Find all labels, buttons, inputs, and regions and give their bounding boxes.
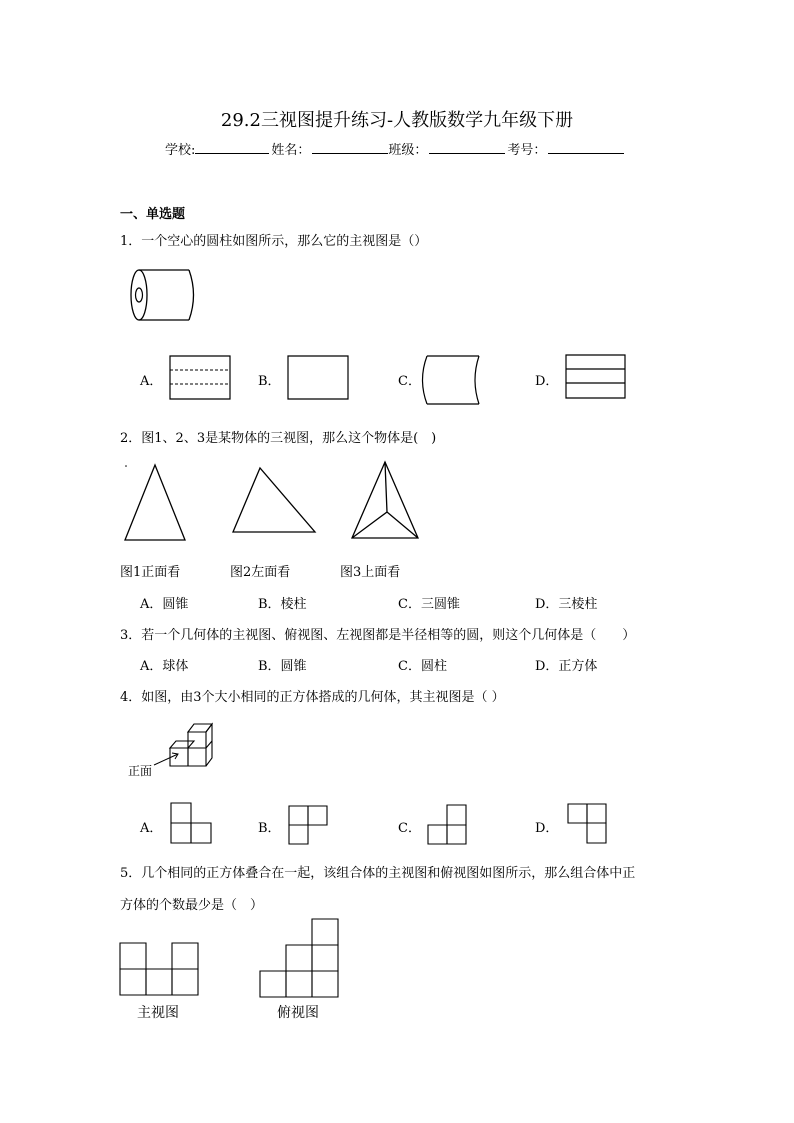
page-title: 29.2三视图提升练习-人教版数学九年级下册	[220, 110, 574, 131]
school-blank[interactable]	[195, 141, 269, 154]
school-label: 学校:	[165, 143, 196, 158]
name-blank[interactable]	[312, 141, 388, 154]
q4-option-b-figure[interactable]	[288, 805, 332, 847]
q1-option-a-label[interactable]: A．	[140, 374, 163, 389]
q1-hollow-cylinder-figure	[126, 268, 202, 324]
q1-option-c-label[interactable]: C．	[398, 374, 421, 389]
q2-option-a[interactable]: A．圆锥	[140, 597, 189, 612]
q2-caption-1: 图1正面看	[120, 565, 181, 580]
q5-front-view-caption: 主视图	[137, 1005, 179, 1021]
q2-figure-3-top-view	[350, 460, 420, 542]
q2-caption-2: 图2左面看	[230, 565, 291, 580]
q1-option-a-figure[interactable]	[169, 355, 231, 400]
q4-option-c-label[interactable]: C．	[398, 821, 421, 836]
exam-number-label: 考号：	[507, 143, 547, 158]
name-label: 姓名：	[271, 143, 311, 158]
q5-front-view-figure	[119, 942, 199, 996]
q2-figure-2-left-view	[230, 462, 320, 542]
q2-option-b[interactable]: B．棱柱	[258, 597, 307, 612]
section-heading: 一、单选题	[120, 207, 186, 222]
q2-caption-3: 图3上面看	[340, 565, 401, 580]
q1-option-b-figure[interactable]	[287, 355, 349, 400]
question-2-text: 2．图1、2、3是某物体的三视图，那么这个物体是( )	[120, 431, 437, 446]
question-4-text: 4．如图，由3个大小相同的正方体搭成的几何体，其主视图是（ ）	[120, 690, 505, 705]
q5-top-view-caption: 俯视图	[277, 1005, 319, 1021]
q4-option-d-figure[interactable]	[567, 803, 611, 845]
question-3-text: 3．若一个几何体的主视图、俯视图、左视图都是半径相等的圆，则这个几何体是（ ）	[120, 628, 636, 643]
q2-figure-1-front-view	[122, 462, 188, 542]
q4-front-label: 正面	[128, 764, 153, 778]
q1-option-d-label[interactable]: D．	[535, 374, 559, 389]
q4-option-a-figure[interactable]	[170, 802, 214, 844]
q1-option-c-figure[interactable]	[422, 355, 484, 405]
student-info-line	[165, 139, 624, 158]
q4-option-c-figure[interactable]	[426, 804, 470, 846]
question-5-text-line-1: 5．几个相同的正方体叠合在一起，该组合体的主视图和俯视图如图所示，那么组合体中正	[120, 866, 636, 881]
q4-front-arrow	[150, 750, 186, 768]
q3-option-b[interactable]: B．圆锥	[258, 659, 307, 674]
q1-option-d-figure[interactable]	[565, 354, 627, 399]
q5-top-view-figure	[259, 918, 339, 998]
q3-option-c[interactable]: C．圆柱	[398, 659, 447, 674]
question-1-text: 1．一个空心的圆柱如图所示，那么它的主视图是（）	[120, 234, 428, 249]
question-5-text-line-2: 方体的个数最少是（ ）	[120, 898, 264, 913]
q3-option-a[interactable]: A．球体	[140, 659, 189, 674]
exam-number-blank[interactable]	[548, 141, 624, 154]
q2-option-d[interactable]: D．三棱柱	[535, 597, 598, 612]
q4-option-b-label[interactable]: B．	[258, 821, 281, 836]
q1-option-b-label[interactable]: B．	[258, 374, 281, 389]
q3-option-d[interactable]: D．正方体	[535, 659, 598, 674]
q2-option-c[interactable]: C．三圆锥	[398, 597, 460, 612]
class-label: 班级：	[388, 143, 428, 158]
class-blank[interactable]	[429, 141, 505, 154]
q4-option-d-label[interactable]: D．	[535, 821, 559, 836]
q4-option-a-label[interactable]: A．	[140, 821, 163, 836]
